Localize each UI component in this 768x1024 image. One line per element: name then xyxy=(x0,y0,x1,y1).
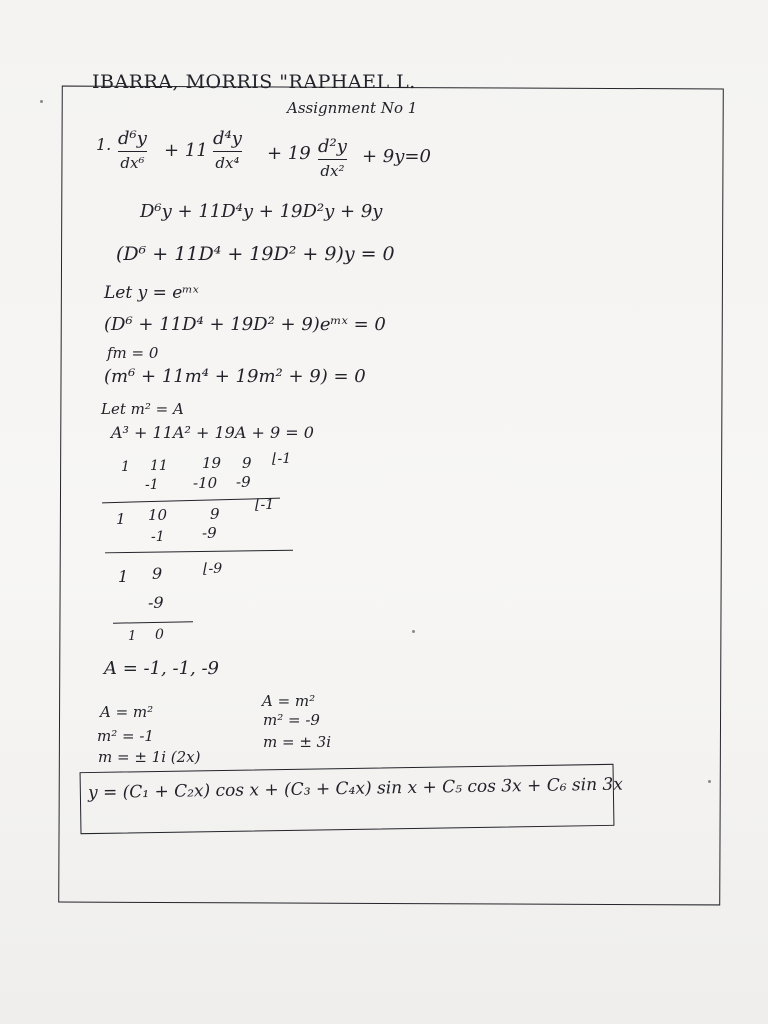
div-cell: -9 xyxy=(148,593,164,612)
div-cell: 1 xyxy=(121,459,130,475)
div-cell: 19 xyxy=(202,454,222,472)
problem-number: 1. xyxy=(96,135,112,154)
root-right-line: m² = -9 xyxy=(263,711,320,729)
root-right-line: m = ± 3i xyxy=(263,733,332,751)
div-cell: -1 xyxy=(145,477,159,493)
div-cell: -9 xyxy=(202,524,217,542)
fraction-numerator: d⁶y xyxy=(118,128,147,149)
fraction-bar xyxy=(318,159,347,160)
fraction-d4y-dx4 xyxy=(213,128,242,172)
fraction-numerator: d²y xyxy=(318,136,347,157)
step-let-m2: Let m² = A xyxy=(101,400,184,418)
div-cell: 9 xyxy=(242,454,252,472)
fraction-bar xyxy=(118,151,147,152)
step-characteristic-equation: (m⁶ + 11m⁴ + 19m² + 9) = 0 xyxy=(104,366,366,387)
div-cell: -9 xyxy=(236,473,251,491)
div-divisor: ⌊-1 xyxy=(272,451,292,467)
step-let-y: Let y = eᵐˣ xyxy=(104,283,199,303)
div-cell: -10 xyxy=(193,474,218,492)
div-divisor: ⌊-9 xyxy=(203,561,223,577)
div-cell: 9 xyxy=(152,564,163,583)
fraction-denominator: dx⁶ xyxy=(120,154,145,172)
step-factored-operator: (D⁶ + 11D⁴ + 19D² + 9)y = 0 xyxy=(116,243,395,265)
div-divisor: ⌊-1 xyxy=(255,497,275,513)
assignment-title: Assignment No 1 xyxy=(287,99,418,117)
fraction-denominator: dx² xyxy=(320,162,345,180)
fraction-d6y-dx6 xyxy=(118,128,147,172)
coefficient-19: + 19 xyxy=(267,143,311,164)
div-cell: 11 xyxy=(150,458,168,474)
step-fm: fm = 0 xyxy=(107,344,159,362)
student-name: IBARRA, MORRIS "RAPHAEL L. xyxy=(92,71,416,93)
step-substitution: (D⁶ + 11D⁴ + 19D² + 9)eᵐˣ = 0 xyxy=(104,314,386,335)
paper-speck xyxy=(40,100,43,103)
equation-tail: + 9y=0 xyxy=(362,146,431,167)
fraction-numerator: d⁴y xyxy=(213,128,242,149)
step-cubic: A³ + 11A² + 19A + 9 = 0 xyxy=(111,423,314,442)
div-cell: 10 xyxy=(148,506,168,524)
roots-of-a: A = -1, -1, -9 xyxy=(104,658,220,679)
root-left-line: m² = -1 xyxy=(97,727,154,745)
div-cell: 9 xyxy=(210,505,220,523)
div-cell: -1 xyxy=(151,529,165,545)
div-cell: 1 xyxy=(118,567,129,586)
root-right-line: A = m² xyxy=(262,692,316,710)
root-left-line: A = m² xyxy=(100,703,154,721)
coefficient-11: + 11 xyxy=(164,140,208,161)
div-cell: 1 xyxy=(128,629,137,644)
fraction-d2y-dx2 xyxy=(318,136,347,180)
fraction-denominator: dx⁴ xyxy=(215,154,240,172)
div-cell: 1 xyxy=(116,510,126,528)
fraction-bar xyxy=(213,151,242,152)
root-left-line: m = ± 1i (2x) xyxy=(98,748,201,766)
general-solution: y = (C₁ + C₂x) cos x + (C₃ + C₄x) sin x + C₅ cos 3x + C₆ sin 3x xyxy=(87,774,624,803)
div-cell: 0 xyxy=(155,627,164,643)
step-operator-form: D⁶y + 11D⁴y + 19D²y + 9y xyxy=(140,201,383,222)
